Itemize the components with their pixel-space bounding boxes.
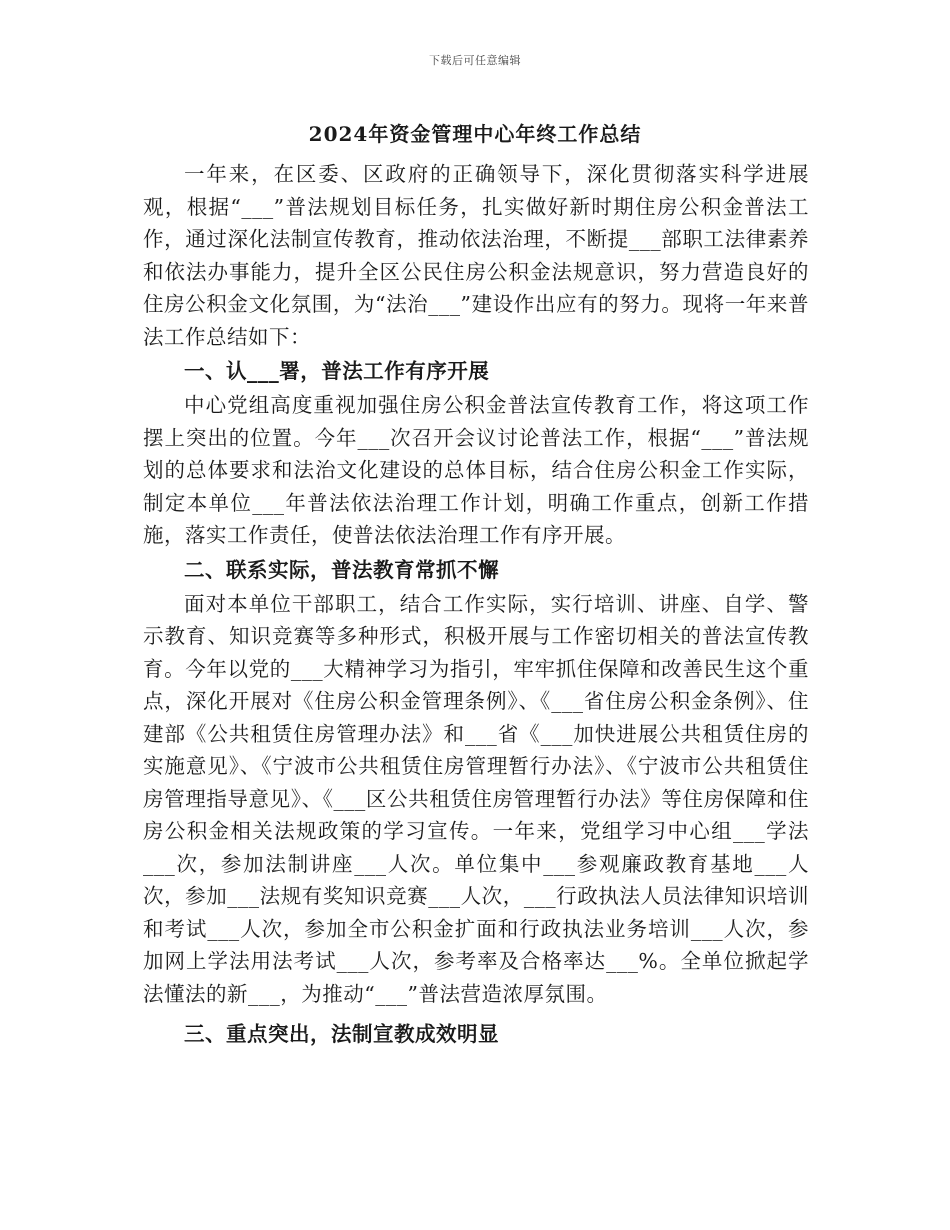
document-title: 2024年资金管理中心年终工作总结 xyxy=(308,122,642,146)
header-note: 下载后可任意编辑 xyxy=(429,54,521,67)
section-heading-3: 三、重点突出，法制宣教成效明显 xyxy=(184,1022,499,1046)
section-heading-2: 二、联系实际，普法教育常抓不懈 xyxy=(184,557,499,582)
document-body xyxy=(143,158,809,1052)
section-heading-1: 一、认___署，普法工作有序开展 xyxy=(184,359,490,383)
intro-paragraph: 一年来，在区委、区政府的正确领导下，深化贯彻落实科学进展观，根据“___”普法规划目标任务，扎实做好新时期住房公积金普法工作，通过深化法制宣传教育，推动依法治理，不断提___部职工法律素养和依法办事能力，提升全区公民住房公积金法规意识，努力营造良好的住房公积金文化氛围，为“法治___”建设作出应有的努力。现将一年来普法工作总结如下： xyxy=(143,162,809,349)
section-body-1: 中心党组高度重视加强住房公积金普法宣传教育工作，将这项工作摆上突出的位置。今年___次召开会议讨论普法工作，根据“___”普法规划的总体要求和法治文化建设的总体目标，结合住房公积金工作实际，制定本单位___年普法依法治理工作计划，明确工作重点，创新工作措施，落实工作责任，使普法依法治理工作有序开展。 xyxy=(143,393,809,547)
section-body-2: 面对本单位干部职工，结合工作实际，实行培训、讲座、自学、警示教育、知识竞赛等多种形式，积极开展与工作密切相关的普法宣传教育。今年以党的___大精神学习为指引，牢牢抓住保障和改善民生这个重点，深化开展对《住房公积金管理条例》、《___省住房公积金条例》、住建部《公共租赁住房管理办法》和___省《___加快进展公共租赁住房的实施意见》、《宁波市公共租赁住房管理暂行办法》、《宁波市公共租赁住房管理指导意见》、《___区公共租赁住房管理暂行办法》等住房保障和住房公积金相关法规政策的学习宣传。一年来，党组学习中心组___学法___次，参加法制讲座___人次。单位集中___参观廉政教育基地___人次，参加___法规有奖知识竞赛___人次，___行政执法人员法律知识培训和考试___人次，参加全市公积金扩面和行政执法业务培训___人次，参加网上学法用法考试___人次，参考率及合格率达___%。全单位掀起学法懂法的新___，为推动“___”普法营造浓厚氛围。 xyxy=(143,591,809,1006)
